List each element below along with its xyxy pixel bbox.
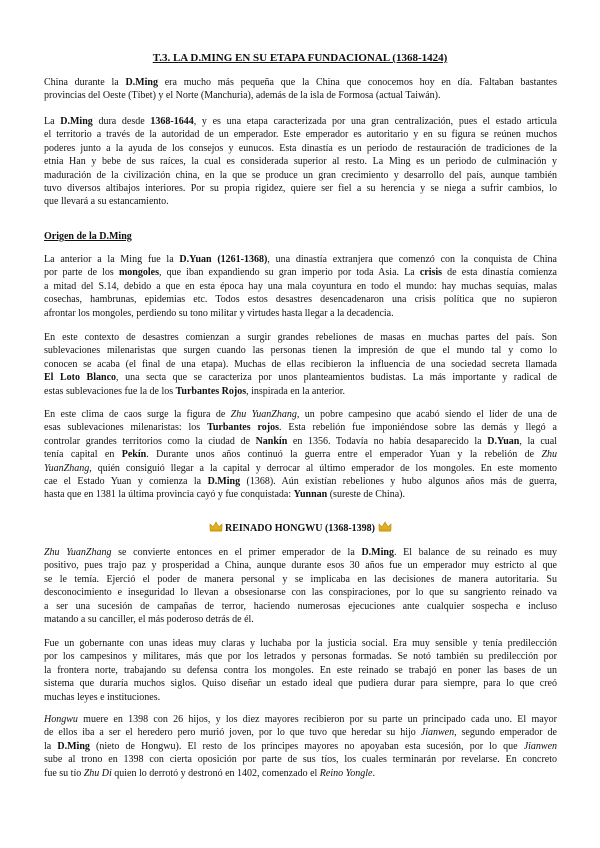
text-line: la D.Ming (nieto de Hongwu). El resto de los príncipes mayores no apoyaban esta sucesión, por lo que Jianwen	[44, 740, 557, 752]
text-line: etnia Han y bebe de sus raíces, la cual es considerada superior al resto. La Ming es un periodo de culminación y	[44, 156, 557, 168]
paragraph-6	[44, 546, 557, 626]
text-line: poderes junto a la ayuda de los consejos y eunucos. Esta dinastía es un periodo de restauración de tradiciones de la	[44, 142, 557, 154]
text-line: cae el Estado Yuan y comienza la D.Ming (1368). Aún existían rebeliones y hubo algunos años más de guerra,	[44, 475, 557, 487]
subheading-origen: Origen de la D.Ming	[44, 231, 132, 242]
paragraph-1	[44, 76, 557, 103]
text-line: por los campesinos y militares, más que por los letrados y personas formadas. Se notó también su predilección por	[44, 651, 557, 663]
text-line: por parte de los mongoles, que iban expandiendo su gran imperio por toda Asia. La crisis de esta dinastía comienza	[44, 267, 557, 279]
section-heading	[0, 521, 600, 536]
text-line: La anterior a la Ming fue la D.Yuan (1261-1368), una dinastía extranjera que comenzó con la conquista de China	[44, 254, 557, 265]
text-line: la frontera norte, trabajando su defensa contra los mongoles. En este reinado se trabajó en poner las bases de un	[44, 664, 557, 676]
text-line: cosechas, hambrunas, epidemias etc. Todos estos desastres desencadenaron una crisis política que no supieron	[44, 294, 557, 306]
text-line: matando a su canciller, el más poderoso detrás de él.	[44, 613, 254, 625]
paragraph-3	[44, 253, 557, 320]
text-line: Fue un gobernante con unas ideas muy claras y luchaba por la justicia social. Era muy sensible y tenía predilección	[44, 638, 557, 649]
text-line: controlar grandes territorios como la ciudad de Nankín en 1356. Todavía no había desaparecido la D.Yuan, la cual	[44, 435, 557, 447]
text-line: sistema que duraría muchos siglos. Quiso diseñar un estado ideal que pudiera durar para siempre, para lo que creó	[44, 678, 557, 690]
crown-icon	[209, 521, 223, 532]
text-line: En este contexto de desastres comienzan a surgir grandes rebeliones de masas en muchas partes del país. Son	[44, 332, 557, 343]
text-line: En este clima de caos surge la figura de Zhu YuanZhang, un pobre campesino que acabó siendo el líder de una de	[44, 409, 557, 420]
text-line: conocen se acaba (el final de una etapa). Muchas de ellas recibieron la influencia de una sociedad secreta llamada	[44, 358, 557, 370]
text-line: sube al trono en 1398 con cierta oposición por parte de sus tíos, los cuales terminarán por revelarse. En concreto	[44, 754, 557, 766]
document-title: T.3. LA D.MING EN SU ETAPA FUNDACIONAL (1368-1424)	[152, 52, 448, 64]
text-line: maduración de la civilización china, en la que se produce un gran crecimiento y desarrollo del país, aunque también	[44, 169, 557, 181]
text-line: hasta que en 1381 la última provincia cayó y fue conquistada: Yunnan (sureste de China).	[44, 489, 405, 501]
text-line: La D.Ming dura desde 1368-1644, y es una etapa caracterizada por una gran centralización, pues el estado articula	[44, 116, 557, 127]
paragraph-7	[44, 637, 557, 704]
text-line: que llevará a su estancamiento.	[44, 196, 169, 208]
text-line: positivo, pues trajo paz y prosperidad a China, aunque durante esos 30 años fue un emperador muy estricto al que	[44, 560, 557, 572]
text-line: el territorio a través de la autoridad de un emperador. Este emperador es autoritario y en su figura se reúnen muchos	[44, 129, 557, 141]
text-line: sublevaciones milenaristas que surgen cuando las personas tienen la impresión de que el mundo tal y como lo	[44, 345, 557, 357]
text-line: desconocimiento e inseguridad lo llevan a obsesionarse con las conspiraciones, por lo que su sangriento reinado va	[44, 587, 557, 599]
text-line: a mitad del S.14, debido a que en esta época hay una mala coyuntura en todo el mundo: hay muchas sequías, malas	[44, 280, 557, 292]
text-line: fue su tío Zhu Di quien lo derrotó y destronó en 1402, comenzado el Reino Yongle.	[44, 767, 375, 779]
crown-icon	[378, 521, 392, 532]
paragraph-4	[44, 331, 557, 398]
paragraph-2	[44, 115, 557, 209]
text-line: provincias del Oeste (Tíbet) y el Norte (Manchuria), además de la isla de Formosa (actual Taiwán).	[44, 90, 441, 102]
text-line: Zhu YuanZhang se convierte entonces en el primer emperador de la D.Ming. El balance de su reinado es muy	[44, 547, 557, 558]
text-line: El Loto Blanco, una secta que se caracteriza por unos planteamientos budistas. La más importante y radical de	[44, 372, 557, 384]
text-line: afrontar los mongoles, perdiendo su tono militar y virtudes hasta llegar a la decadencia.	[44, 307, 394, 319]
text-line: Hongwu muere en 1398 con 26 hijos, y los diez mayores recibieron por su parte un principado cada uno. El mayor	[44, 714, 557, 725]
text-line: muchas leyes e instituciones.	[44, 691, 161, 703]
text-line: YuanZhang, quién consiguió llegar a la capital y derrocar al último emperador de los mongoles. En este momento	[44, 462, 557, 474]
text-line: de ellos iba a ser el heredero pero murió joven, por lo que tuvo que heredar su hijo Jianwen, segundo emperador de	[44, 727, 557, 739]
paragraph-8	[44, 713, 557, 780]
text-line: a ser una sucesión de campañas de terror, haciendo numerosas ejecuciones ante cualquier sospecha e incluso	[44, 600, 557, 612]
paragraph-5	[44, 408, 557, 502]
section-title: REINADO HONGWU (1368-1398)	[225, 523, 375, 534]
text-line: tuvo diversos altibajos interiores. Por su propia rigidez, quiere ser fiel a su herencia y se niega a sufrir cambios, lo	[44, 182, 557, 194]
text-line: se le temía. Ejerció el poder de manera personal y se implicaba en las decisiones de manera autoritaria. Su	[44, 573, 557, 585]
text-line: tenía capital en Pekín. Durante unos años continuó la guerra entre el emperador Yuan y la rebelión de Zhu	[44, 449, 557, 461]
text-line: China durante la D.Ming era mucho más pequeña que la China que conocemos hoy en día. Faltaban bastantes	[44, 77, 557, 88]
text-line: esas sublevaciones milenaristas: los Turbantes rojos. Esta rebelión fue imponiéndose sobre las demás y llegó a	[44, 422, 557, 434]
text-line: estas sublevaciones fue la de los Turbantes Rojos, inspirada en la anterior.	[44, 385, 345, 397]
